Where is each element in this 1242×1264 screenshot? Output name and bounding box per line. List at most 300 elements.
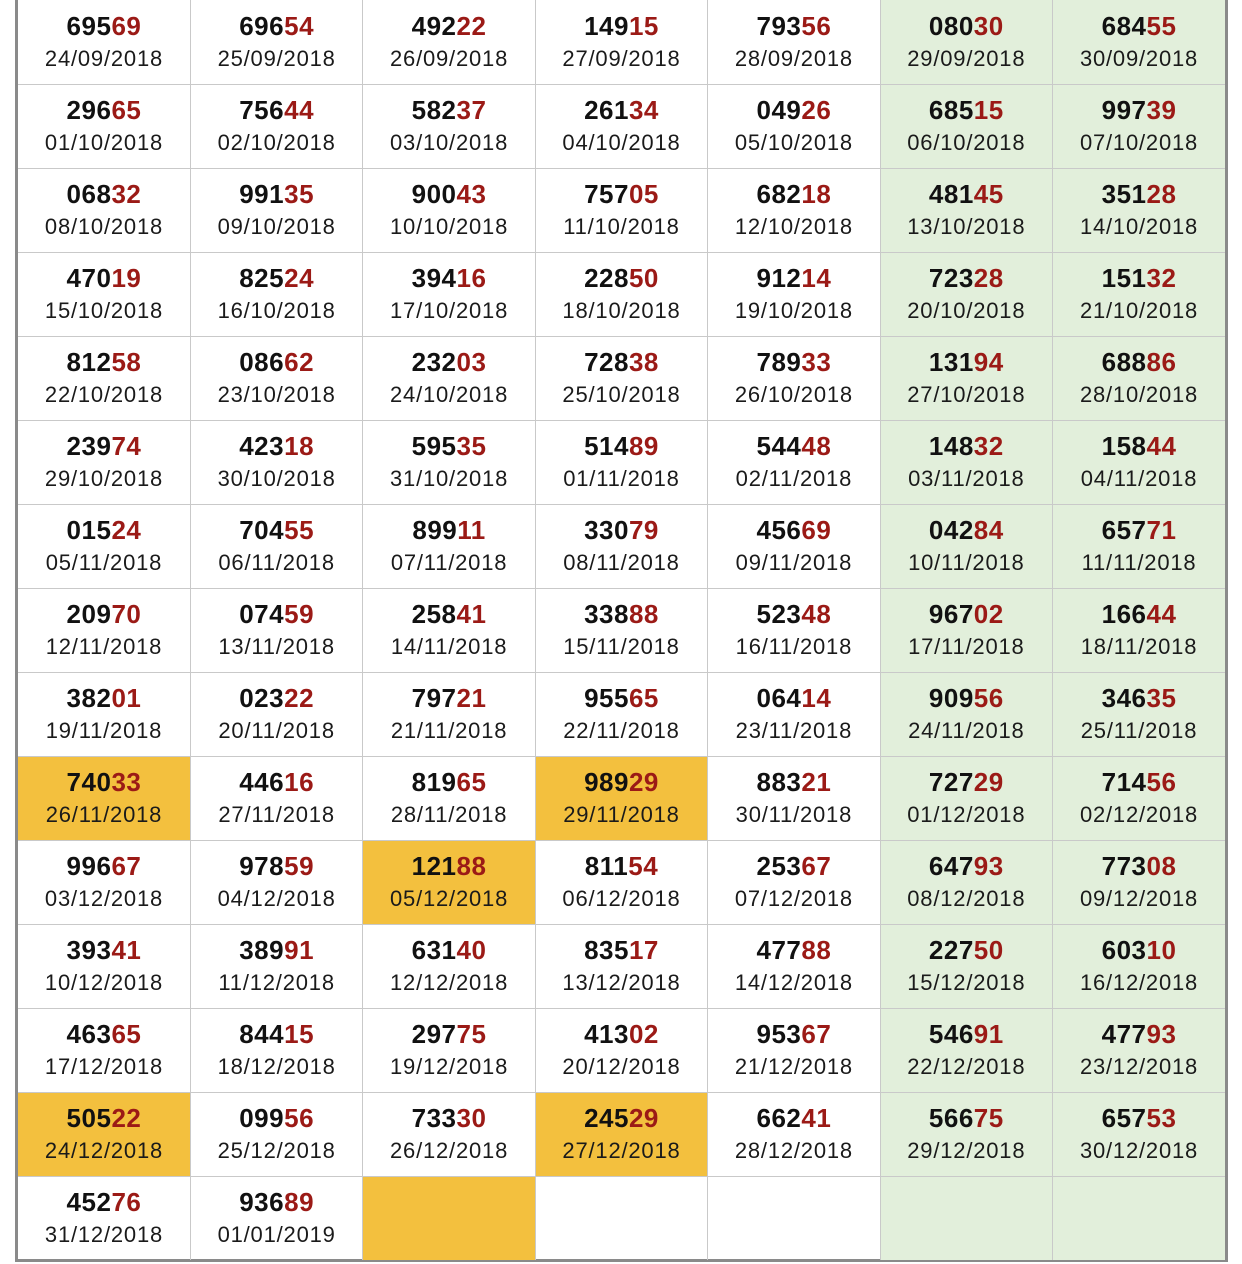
result-cell xyxy=(708,0,880,84)
result-date: 09/11/2018 xyxy=(735,550,853,575)
result-number xyxy=(881,95,1052,125)
result-cell xyxy=(1053,840,1225,924)
result-date: 14/12/2018 xyxy=(734,970,853,995)
result-number-tail: 29 xyxy=(628,767,659,797)
result-number-tail: 26 xyxy=(801,95,832,125)
result-number xyxy=(363,767,534,797)
result-date: 06/11/2018 xyxy=(218,550,335,575)
result-number-tail: 67 xyxy=(111,851,142,881)
result-cell xyxy=(190,840,362,924)
result-number xyxy=(881,851,1052,881)
result-number-head: 523 xyxy=(756,599,802,629)
result-number xyxy=(881,683,1052,713)
result-cell xyxy=(363,1008,535,1092)
result-number-tail: 41 xyxy=(801,1103,832,1133)
result-cell xyxy=(708,420,880,504)
result-number-tail: 33 xyxy=(801,347,832,377)
result-number-head: 714 xyxy=(1101,767,1147,797)
result-number-head: 245 xyxy=(584,1103,629,1133)
result-number-head: 338 xyxy=(584,599,629,629)
result-number-tail: 30 xyxy=(456,1103,487,1133)
result-number-head: 382 xyxy=(66,683,112,713)
result-number-tail: 65 xyxy=(628,683,659,713)
result-number-tail: 16 xyxy=(284,767,315,797)
result-number-head: 789 xyxy=(756,347,802,377)
table-row xyxy=(18,672,1225,756)
result-date: 11/10/2018 xyxy=(563,214,680,239)
result-number-head: 723 xyxy=(928,263,974,293)
result-date: 05/12/2018 xyxy=(390,886,509,911)
table-row xyxy=(18,0,1225,84)
result-date: 14/10/2018 xyxy=(1079,214,1199,239)
result-date: 21/12/2018 xyxy=(734,1054,853,1079)
result-date: 24/11/2018 xyxy=(908,718,1025,743)
result-cell xyxy=(535,840,707,924)
result-date: 30/10/2018 xyxy=(217,466,336,491)
result-number xyxy=(708,767,879,797)
result-number-head: 452 xyxy=(66,1187,112,1218)
result-number xyxy=(18,95,190,125)
result-number xyxy=(363,599,534,629)
table-row xyxy=(18,924,1225,1008)
results-table-frame xyxy=(15,0,1228,1262)
result-number xyxy=(708,515,879,545)
result-cell xyxy=(18,756,190,840)
result-number xyxy=(881,935,1052,965)
result-number xyxy=(363,515,534,545)
result-cell xyxy=(18,336,190,420)
result-number xyxy=(363,935,534,965)
result-number-head: 477 xyxy=(1101,1019,1147,1049)
result-cell xyxy=(535,504,707,588)
result-date: 17/12/2018 xyxy=(44,1054,164,1079)
result-number-tail: 08 xyxy=(1146,851,1177,881)
result-number-head: 121 xyxy=(411,851,457,881)
result-number-head: 151 xyxy=(1101,263,1147,293)
result-number-head: 023 xyxy=(239,683,285,713)
result-number xyxy=(881,179,1052,209)
result-number-head: 595 xyxy=(411,431,457,461)
result-number xyxy=(363,95,534,125)
result-number-tail: 56 xyxy=(1146,767,1177,797)
result-cell xyxy=(535,1176,707,1260)
result-number xyxy=(18,515,190,545)
result-number-tail: 59 xyxy=(284,599,315,629)
result-number xyxy=(191,1019,362,1049)
result-number-tail: 28 xyxy=(1146,179,1177,209)
result-cell xyxy=(880,252,1052,336)
result-number-tail: 22 xyxy=(284,683,315,713)
result-number xyxy=(708,347,879,377)
result-cell xyxy=(535,0,707,84)
result-cell xyxy=(880,420,1052,504)
result-date: 19/12/2018 xyxy=(390,1054,509,1079)
result-date: 05/11/2018 xyxy=(45,550,163,575)
result-cell xyxy=(363,420,535,504)
result-cell xyxy=(708,336,880,420)
result-date: 18/11/2018 xyxy=(1080,634,1198,659)
result-number-tail: 30 xyxy=(973,10,1004,41)
result-date: 05/10/2018 xyxy=(734,130,853,155)
result-number-tail: 65 xyxy=(111,95,142,125)
result-number-head: 463 xyxy=(66,1019,112,1049)
result-cell xyxy=(18,0,190,84)
result-number xyxy=(881,263,1052,293)
result-number-tail: 67 xyxy=(801,1019,832,1049)
result-number xyxy=(708,851,879,881)
result-date: 15/11/2018 xyxy=(563,634,680,659)
result-number-tail: 69 xyxy=(801,515,832,545)
result-number-head: 232 xyxy=(411,347,457,377)
result-cell xyxy=(708,84,880,168)
result-number-head: 477 xyxy=(756,935,802,965)
result-number-head: 346 xyxy=(1101,683,1147,713)
result-cell xyxy=(190,1008,362,1092)
result-date: 21/10/2018 xyxy=(1079,298,1199,323)
result-date: 29/10/2018 xyxy=(44,466,164,491)
result-number-head: 812 xyxy=(66,347,112,377)
result-cell xyxy=(190,0,362,84)
result-date: 28/09/2018 xyxy=(734,45,853,71)
result-number-tail: 03 xyxy=(456,347,487,377)
result-number-head: 492 xyxy=(411,10,457,41)
result-cell xyxy=(18,420,190,504)
result-number-tail: 71 xyxy=(1146,515,1177,545)
result-cell xyxy=(880,756,1052,840)
result-number-tail: 48 xyxy=(801,431,832,461)
result-number xyxy=(1053,599,1225,629)
result-number-head: 909 xyxy=(928,683,974,713)
result-cell xyxy=(708,588,880,672)
result-number-head: 015 xyxy=(66,515,112,545)
result-cell xyxy=(535,1008,707,1092)
result-date: 28/10/2018 xyxy=(1079,382,1199,407)
result-number-tail: 24 xyxy=(284,263,315,293)
result-date: 23/10/2018 xyxy=(217,382,336,407)
result-date: 24/12/2018 xyxy=(44,1138,164,1163)
result-cell xyxy=(18,1008,190,1092)
result-number xyxy=(708,599,879,629)
result-date: 28/12/2018 xyxy=(734,1138,853,1163)
result-date: 25/09/2018 xyxy=(217,45,336,71)
result-cell xyxy=(363,1176,535,1260)
result-cell xyxy=(1053,588,1225,672)
result-date: 06/10/2018 xyxy=(907,130,1026,155)
result-number-tail: 53 xyxy=(1146,1103,1177,1133)
result-cell xyxy=(708,840,880,924)
table-row xyxy=(18,252,1225,336)
result-date: 17/10/2018 xyxy=(390,298,509,323)
result-cell xyxy=(880,168,1052,252)
result-date: 10/10/2018 xyxy=(390,214,509,239)
result-date: 14/11/2018 xyxy=(390,634,508,659)
result-number xyxy=(363,1103,534,1133)
result-cell xyxy=(18,672,190,756)
result-cell xyxy=(190,336,362,420)
result-cell xyxy=(363,672,535,756)
result-number-tail: 35 xyxy=(456,431,487,461)
result-number-head: 209 xyxy=(66,599,112,629)
result-cell xyxy=(190,588,362,672)
result-cell xyxy=(880,1092,1052,1176)
result-number-tail: 65 xyxy=(456,767,487,797)
result-number-head: 685 xyxy=(928,95,974,125)
result-cell xyxy=(190,1176,362,1260)
result-number-tail: 89 xyxy=(284,1187,315,1218)
result-number xyxy=(881,515,1052,545)
result-date: 31/10/2018 xyxy=(390,466,509,491)
result-cell xyxy=(535,84,707,168)
result-number-tail: 21 xyxy=(456,683,487,713)
result-cell xyxy=(190,84,362,168)
result-number-tail: 65 xyxy=(111,1019,142,1049)
result-number-head: 064 xyxy=(756,683,802,713)
result-number-tail: 15 xyxy=(628,10,659,41)
result-number-head: 394 xyxy=(411,263,457,293)
result-date: 25/11/2018 xyxy=(1080,718,1198,743)
result-number-head: 756 xyxy=(239,95,285,125)
result-date: 07/11/2018 xyxy=(390,550,508,575)
result-cell xyxy=(363,1092,535,1176)
result-cell xyxy=(708,252,880,336)
result-date: 29/11/2018 xyxy=(563,802,680,827)
result-date: 13/10/2018 xyxy=(907,214,1026,239)
result-number xyxy=(191,11,362,41)
result-date: 23/11/2018 xyxy=(735,718,853,743)
result-cell xyxy=(1053,420,1225,504)
result-number-head: 131 xyxy=(928,347,974,377)
result-cell xyxy=(18,168,190,252)
result-number xyxy=(536,11,707,41)
result-date: 16/11/2018 xyxy=(735,634,853,659)
result-cell xyxy=(18,84,190,168)
result-cell xyxy=(363,84,535,168)
table-row xyxy=(18,84,1225,168)
result-number-tail: 75 xyxy=(973,1103,1004,1133)
result-cell xyxy=(535,420,707,504)
result-number-head: 514 xyxy=(584,431,629,461)
result-number-tail: 44 xyxy=(1146,599,1177,629)
result-date: 31/12/2018 xyxy=(44,1222,164,1248)
result-date: 20/10/2018 xyxy=(907,298,1026,323)
result-date: 13/12/2018 xyxy=(562,970,681,995)
result-number-head: 733 xyxy=(411,1103,457,1133)
result-number-head: 423 xyxy=(239,431,285,461)
result-cell xyxy=(708,504,880,588)
result-number-tail: 33 xyxy=(111,767,142,797)
result-number-head: 844 xyxy=(239,1019,285,1049)
result-number-head: 158 xyxy=(1101,431,1147,461)
result-number-tail: 94 xyxy=(973,347,1004,377)
result-date: 26/10/2018 xyxy=(734,382,853,407)
result-number xyxy=(536,347,707,377)
result-number-head: 546 xyxy=(928,1019,974,1049)
result-number-head: 074 xyxy=(239,599,285,629)
result-number-head: 953 xyxy=(756,1019,802,1049)
result-number-head: 695 xyxy=(66,10,112,41)
result-number-tail: 55 xyxy=(1146,10,1177,41)
result-cell xyxy=(880,504,1052,588)
result-cell xyxy=(363,168,535,252)
result-cell xyxy=(1053,336,1225,420)
result-number xyxy=(191,515,362,545)
result-number-head: 991 xyxy=(239,179,285,209)
result-cell xyxy=(190,420,362,504)
table-row xyxy=(18,756,1225,840)
result-number-head: 899 xyxy=(412,515,458,545)
result-number-head: 253 xyxy=(756,851,802,881)
result-date: 07/10/2018 xyxy=(1079,130,1199,155)
result-date: 29/12/2018 xyxy=(907,1138,1026,1163)
result-number-head: 989 xyxy=(584,767,629,797)
result-number-head: 811 xyxy=(584,851,629,881)
result-number-tail: 22 xyxy=(111,1103,142,1133)
result-cell xyxy=(708,1008,880,1092)
result-number xyxy=(536,179,707,209)
result-date: 25/10/2018 xyxy=(562,382,681,407)
result-number xyxy=(708,1019,879,1049)
result-number xyxy=(1053,1103,1225,1133)
result-cell xyxy=(18,840,190,924)
result-number-head: 997 xyxy=(1101,95,1147,125)
result-number-tail: 79 xyxy=(628,515,659,545)
result-number-head: 582 xyxy=(411,95,457,125)
result-number-head: 682 xyxy=(756,179,802,209)
result-cell xyxy=(1053,756,1225,840)
result-number-tail: 35 xyxy=(1146,683,1177,713)
result-date: 12/10/2018 xyxy=(734,214,853,239)
result-number xyxy=(191,683,362,713)
result-number-head: 955 xyxy=(584,683,629,713)
result-number xyxy=(18,1187,190,1217)
result-number-tail: 48 xyxy=(801,599,832,629)
result-cell xyxy=(1053,84,1225,168)
result-number-tail: 28 xyxy=(973,263,1004,293)
result-number-head: 228 xyxy=(584,263,629,293)
result-number xyxy=(708,1103,879,1133)
result-number-tail: 18 xyxy=(284,431,315,461)
result-date: 26/12/2018 xyxy=(390,1138,509,1163)
result-cell xyxy=(535,672,707,756)
result-date: 26/09/2018 xyxy=(390,45,509,71)
result-number-tail: 32 xyxy=(1146,263,1177,293)
result-number xyxy=(708,11,879,41)
result-number-head: 148 xyxy=(928,431,974,461)
result-number-head: 603 xyxy=(1101,935,1147,965)
result-number-tail: 88 xyxy=(628,599,659,629)
result-cell xyxy=(363,840,535,924)
result-number-tail: 50 xyxy=(628,263,659,293)
result-date: 24/10/2018 xyxy=(390,382,509,407)
result-number-head: 631 xyxy=(411,935,457,965)
result-date: 27/11/2018 xyxy=(218,802,335,827)
result-number-head: 297 xyxy=(411,1019,457,1049)
result-date: 04/12/2018 xyxy=(217,886,336,911)
result-number-tail: 75 xyxy=(456,1019,487,1049)
result-number xyxy=(881,431,1052,461)
result-number-head: 900 xyxy=(411,179,457,209)
result-number-tail: 86 xyxy=(1146,347,1177,377)
result-date: 08/11/2018 xyxy=(563,550,680,575)
table-row xyxy=(18,840,1225,924)
result-number xyxy=(18,431,190,461)
result-number-tail: 43 xyxy=(456,179,487,209)
result-number xyxy=(18,683,190,713)
result-number-tail: 24 xyxy=(111,515,142,545)
result-number-tail: 41 xyxy=(111,935,142,965)
result-number-head: 566 xyxy=(928,1103,974,1133)
result-date: 18/10/2018 xyxy=(562,298,681,323)
result-number-tail: 10 xyxy=(1146,935,1177,965)
result-number-tail: 62 xyxy=(284,347,315,377)
result-number-tail: 56 xyxy=(801,10,832,41)
result-number-tail: 54 xyxy=(284,10,315,41)
result-number-tail: 45 xyxy=(973,179,1004,209)
result-number xyxy=(536,431,707,461)
result-date: 18/12/2018 xyxy=(217,1054,336,1079)
result-cell xyxy=(190,504,362,588)
result-number-head: 544 xyxy=(756,431,802,461)
result-number xyxy=(363,179,534,209)
result-number-tail: 01 xyxy=(111,683,142,713)
result-cell xyxy=(363,756,535,840)
result-cell xyxy=(18,924,190,1008)
result-number xyxy=(363,263,534,293)
result-number xyxy=(18,935,190,965)
result-number-head: 684 xyxy=(1101,10,1147,41)
result-number xyxy=(708,935,879,965)
result-number xyxy=(18,851,190,881)
result-cell xyxy=(363,504,535,588)
result-number-head: 657 xyxy=(1101,1103,1147,1133)
result-number-tail: 91 xyxy=(973,1019,1004,1049)
result-date: 30/12/2018 xyxy=(1079,1138,1199,1163)
result-number xyxy=(1053,11,1225,41)
result-cell xyxy=(880,0,1052,84)
result-date: 27/10/2018 xyxy=(907,382,1026,407)
result-number xyxy=(363,347,534,377)
result-date: 25/12/2018 xyxy=(217,1138,336,1163)
result-number xyxy=(363,851,534,881)
result-number-head: 688 xyxy=(1101,347,1147,377)
result-number xyxy=(536,263,707,293)
result-cell xyxy=(190,924,362,1008)
result-date: 15/10/2018 xyxy=(44,298,164,323)
result-cell xyxy=(363,336,535,420)
result-number-head: 825 xyxy=(239,263,285,293)
result-date: 29/09/2018 xyxy=(907,45,1026,71)
result-number xyxy=(536,683,707,713)
result-number-head: 967 xyxy=(928,599,974,629)
result-number xyxy=(1053,935,1225,965)
result-number-tail: 02 xyxy=(628,1019,659,1049)
result-number-head: 227 xyxy=(928,935,974,965)
result-number-head: 835 xyxy=(584,935,629,965)
result-number-head: 647 xyxy=(928,851,974,881)
result-number-head: 080 xyxy=(928,10,974,41)
result-date: 02/12/2018 xyxy=(1079,802,1199,827)
result-number-tail: 88 xyxy=(456,851,487,881)
result-number-head: 773 xyxy=(1101,851,1147,881)
result-number-tail: 14 xyxy=(801,683,832,713)
result-number-tail: 22 xyxy=(456,10,487,41)
result-number-tail: 69 xyxy=(111,10,142,41)
result-number-head: 704 xyxy=(239,515,285,545)
result-number-head: 662 xyxy=(756,1103,802,1133)
result-number xyxy=(18,263,190,293)
result-cell xyxy=(190,756,362,840)
result-number-tail: 54 xyxy=(628,851,659,881)
